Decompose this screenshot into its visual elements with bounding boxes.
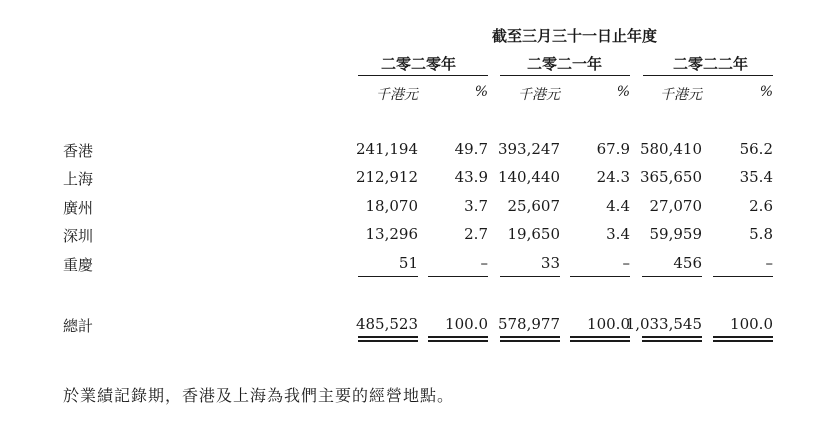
row-label: 廣州 bbox=[63, 199, 94, 217]
table-cell: 19,650 bbox=[507, 225, 560, 243]
table-cell: 212,912 bbox=[355, 168, 418, 186]
year-underline-2022 bbox=[643, 75, 773, 76]
table-cell: 580,410 bbox=[639, 140, 702, 158]
table-cell: 456 bbox=[673, 254, 702, 272]
table-cell: – bbox=[622, 254, 630, 272]
subtotal-rule bbox=[642, 276, 702, 277]
table-cell: 241,194 bbox=[355, 140, 418, 158]
total-label: 總計 bbox=[63, 317, 94, 335]
table-cell: 33 bbox=[540, 254, 560, 272]
table-cell: 1,033,545 bbox=[625, 315, 702, 333]
table-cell: 2.6 bbox=[749, 197, 773, 215]
table-cell: 365,650 bbox=[639, 168, 702, 186]
table-cell: 35.4 bbox=[739, 168, 773, 186]
table-cell: 25,607 bbox=[507, 197, 560, 215]
unit-hkd-2022: 千港元 bbox=[660, 87, 702, 103]
footnote-text: 於業績記錄期，香港及上海為我們主要的經營地點。 bbox=[63, 386, 455, 405]
total-double-rule bbox=[358, 336, 418, 342]
table-cell: 56.2 bbox=[739, 140, 773, 158]
table-cell: 393,247 bbox=[497, 140, 560, 158]
table-cell: 24.3 bbox=[596, 168, 630, 186]
unit-pct-2022: % bbox=[759, 84, 773, 100]
total-double-rule bbox=[642, 336, 702, 342]
year-header-2021: 二零二一年 bbox=[527, 55, 603, 73]
subtotal-rule bbox=[713, 276, 773, 277]
table-cell: 578,977 bbox=[497, 315, 560, 333]
total-double-rule bbox=[570, 336, 630, 342]
unit-pct-2021: % bbox=[616, 84, 630, 100]
table-cell: 27,070 bbox=[649, 197, 702, 215]
subtotal-rule bbox=[570, 276, 630, 277]
table-cell: 59,959 bbox=[649, 225, 702, 243]
row-label: 香港 bbox=[63, 142, 94, 160]
table-cell: 43.9 bbox=[454, 168, 488, 186]
table-cell: 100.0 bbox=[587, 315, 630, 333]
table-cell: 2.7 bbox=[464, 225, 488, 243]
total-double-rule bbox=[428, 336, 488, 342]
table-cell: – bbox=[480, 254, 488, 272]
table-cell: 49.7 bbox=[454, 140, 488, 158]
unit-pct-2020: % bbox=[474, 84, 488, 100]
row-label: 上海 bbox=[63, 170, 94, 188]
unit-hkd-2020: 千港元 bbox=[376, 87, 418, 103]
table-cell: 5.8 bbox=[749, 225, 773, 243]
table-cell: 13,296 bbox=[365, 225, 418, 243]
table-cell: – bbox=[765, 254, 773, 272]
table-cell: 140,440 bbox=[497, 168, 560, 186]
subtotal-rule bbox=[428, 276, 488, 277]
table-title: 截至三月三十一日止年度 bbox=[492, 27, 658, 45]
unit-hkd-2021: 千港元 bbox=[518, 87, 560, 103]
year-header-2022: 二零二二年 bbox=[673, 55, 749, 73]
table-cell: 51 bbox=[398, 254, 418, 272]
total-double-rule bbox=[713, 336, 773, 342]
row-label: 重慶 bbox=[63, 256, 94, 274]
table-cell: 4.4 bbox=[606, 197, 630, 215]
row-label: 深圳 bbox=[63, 227, 94, 245]
year-underline-2020 bbox=[358, 75, 488, 76]
table-cell: 3.4 bbox=[606, 225, 630, 243]
total-double-rule bbox=[500, 336, 560, 342]
table-cell: 18,070 bbox=[365, 197, 418, 215]
table-cell: 3.7 bbox=[464, 197, 488, 215]
table-cell: 67.9 bbox=[596, 140, 630, 158]
table-cell: 100.0 bbox=[445, 315, 488, 333]
subtotal-rule bbox=[358, 276, 418, 277]
year-header-2020: 二零二零年 bbox=[381, 55, 457, 73]
year-underline-2021 bbox=[500, 75, 630, 76]
table-cell: 100.0 bbox=[730, 315, 773, 333]
subtotal-rule bbox=[500, 276, 560, 277]
table-cell: 485,523 bbox=[355, 315, 418, 333]
